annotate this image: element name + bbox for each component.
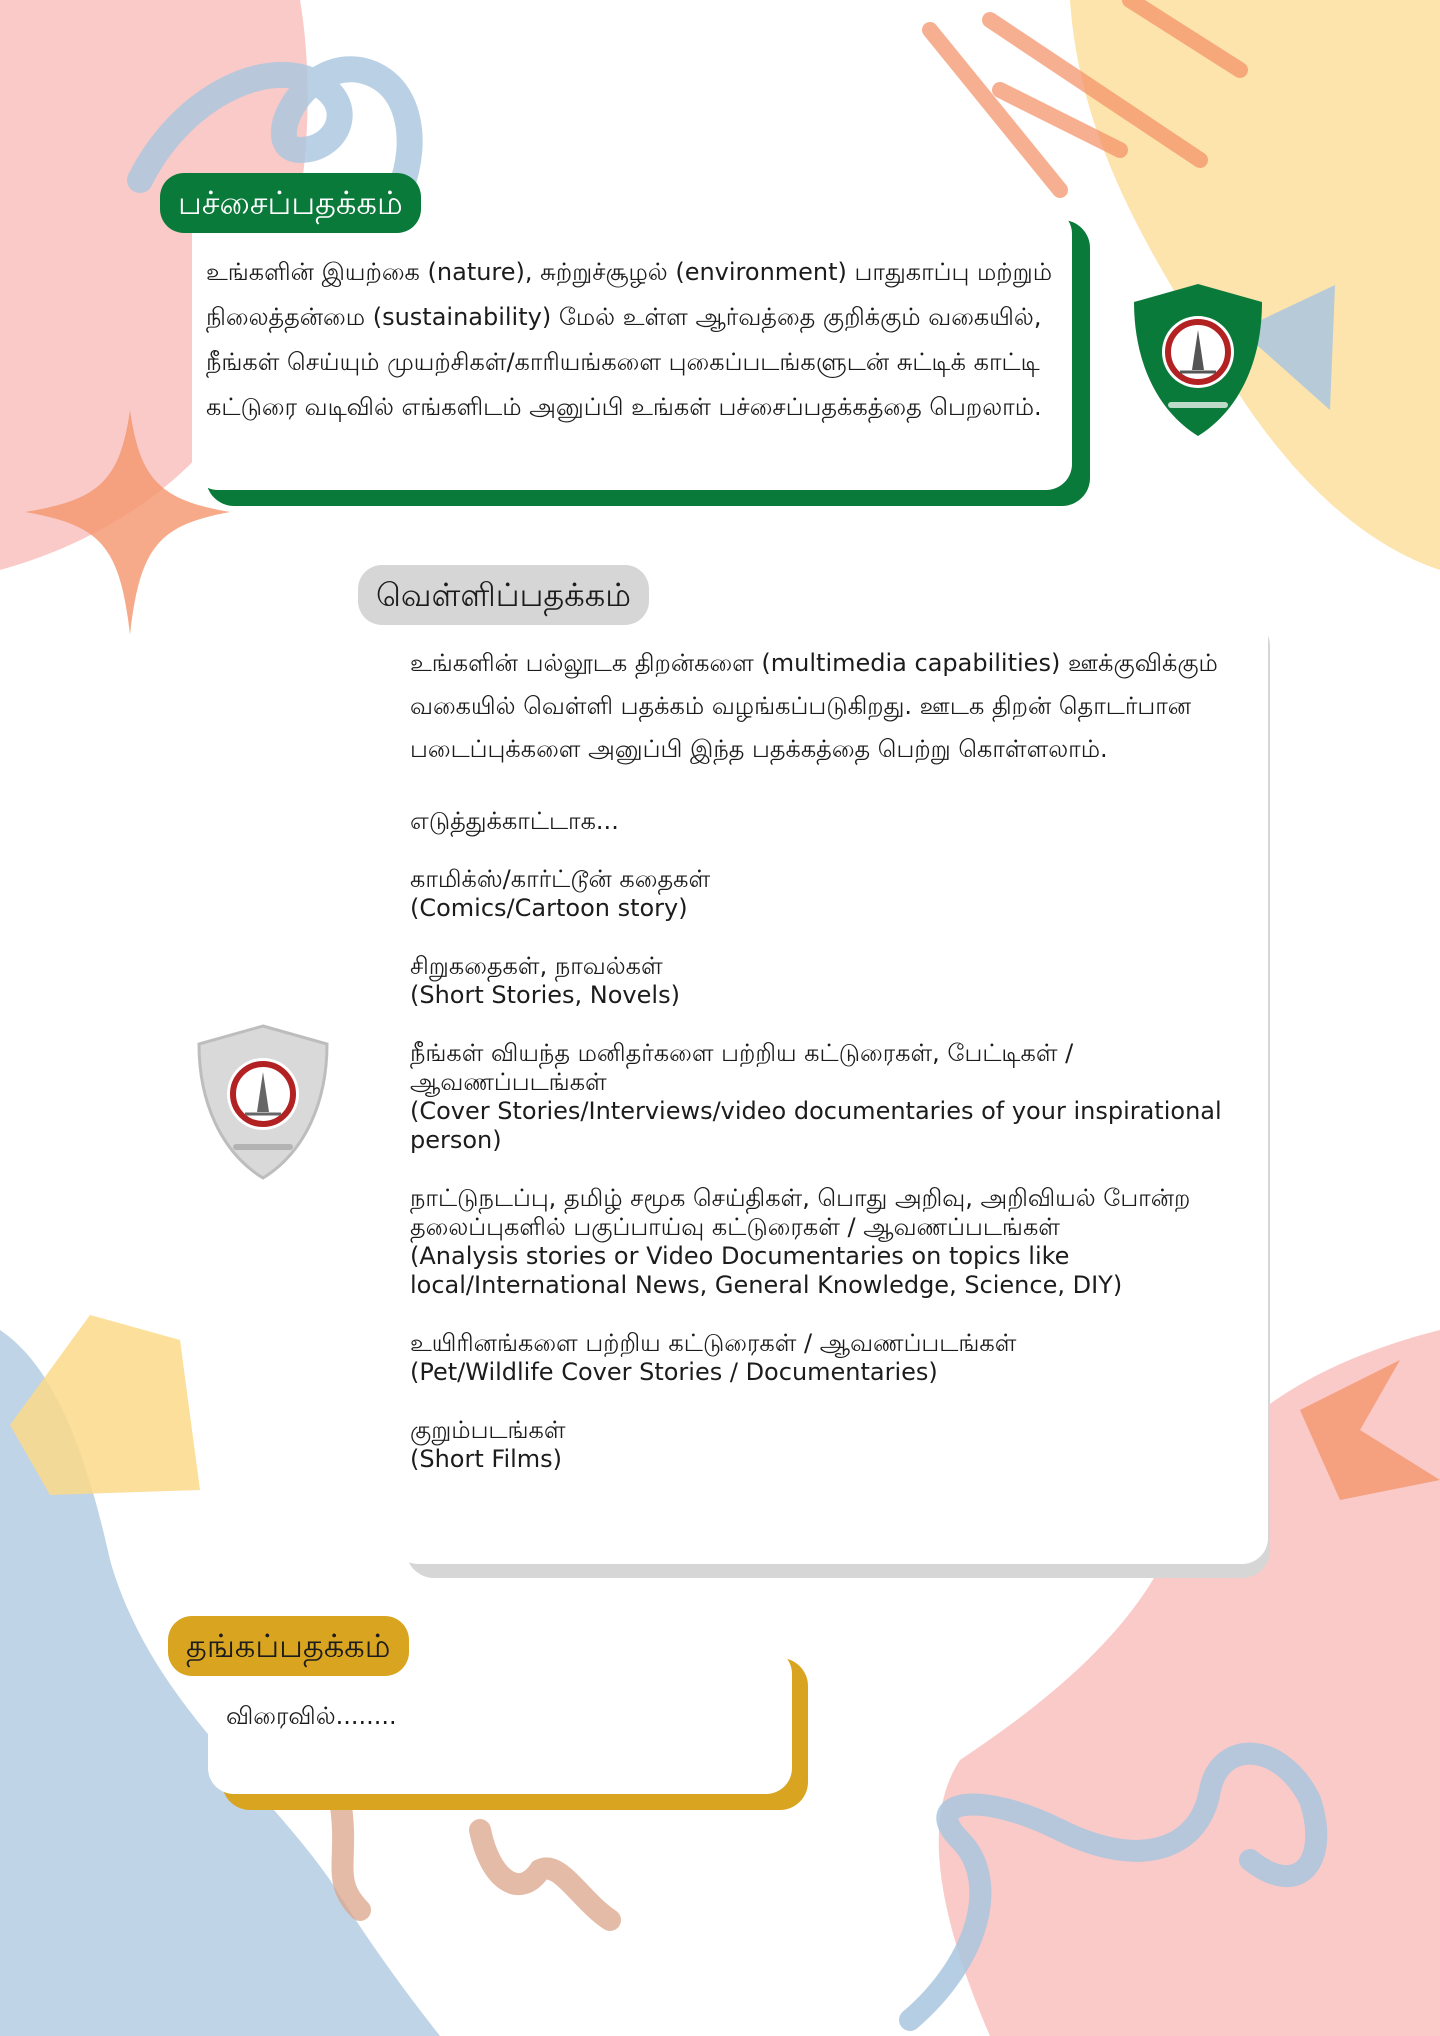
green-medal-title: பச்சைப்பதக்கம் [160, 173, 421, 233]
silver-medal-examples-heading: எடுத்துக்காட்டாக... [410, 807, 619, 835]
gold-medal-description: விரைவில்........ [226, 1702, 397, 1730]
example-english: (Short Films) [410, 1445, 563, 1473]
list-item [410, 1416, 1250, 1474]
list-item [410, 1184, 1250, 1300]
example-english: (Short Stories, Novels) [410, 981, 680, 1009]
silver-medal-title: வெள்ளிப்பதக்கம் [358, 565, 649, 625]
silver-medal-description: உங்களின் பல்லூடக திறன்களை (multimedia capabilities) ஊக்குவிக்கும் வகையில் வெள்ளி பதக்கம் வழங்கப்படுகிறது. ஊடக திறன் தொடர்பான படைப்புக்களை அனுப்பி இந்த பதக்கத்தை பெற்று கொள்ளலாம். [410, 649, 1218, 763]
gold-medal-title: தங்கப்பதக்கம் [168, 1616, 409, 1676]
example-tamil: குறும்படங்கள் [410, 1416, 566, 1444]
list-item [410, 1039, 1250, 1155]
list-item [410, 952, 1250, 1010]
example-tamil: உயிரினங்களை பற்றிய கட்டுரைகள் / ஆவணப்படங்கள் [410, 1329, 1017, 1357]
silver-medal-card [392, 604, 1268, 1564]
example-tamil: காமிக்ஸ்/கார்ட்டூன் கதைகள் [410, 865, 711, 893]
silver-badge-shield-icon [193, 1022, 333, 1182]
example-english: (Cover Stories/Interviews/video documentaries of your inspirational person) [410, 1097, 1222, 1154]
list-item [410, 865, 1250, 923]
green-badge-shield-icon [1128, 280, 1268, 440]
example-english: (Comics/Cartoon story) [410, 894, 688, 922]
list-item [410, 1329, 1250, 1387]
example-tamil: சிறுகதைகள், நாவல்கள் [410, 952, 663, 980]
example-tamil: நீங்கள் வியந்த மனிதர்களை பற்றிய கட்டுரைகள், பேட்டிகள் / ஆவணப்படங்கள் [410, 1039, 1074, 1096]
example-english: (Pet/Wildlife Cover Stories / Documentaries) [410, 1358, 938, 1386]
example-tamil: நாட்டுநடப்பு, தமிழ் சமூக செய்திகள், பொது அறிவு, அறிவியல் போன்ற தலைப்புகளில் பகுப்பாய்வு கட்டுரைகள் / ஆவணப்படங்கள் [410, 1184, 1191, 1241]
green-medal-card [192, 208, 1072, 490]
example-english: (Analysis stories or Video Documentaries on topics like local/International News, General Knowledge, Science, DIY) [410, 1242, 1123, 1299]
green-medal-description: உங்களின் இயற்கை (nature), சுற்றுச்சூழல் (environment) பாதுகாப்பு மற்றும் நிலைத்தன்மை (sustainability) மேல் உள்ள ஆர்வத்தை குறிக்கும் வகையில், நீங்கள் செய்யும் முயற்சிகள்/காரியங்களை புகைப்படங்களுடன் சுட்டிக் காட்டி கட்டுரை வடிவில் எங்களிடம் அனுப்பி உங்கள் பச்சைப்பதக்கத்தை பெறலாம். [206, 258, 1053, 421]
